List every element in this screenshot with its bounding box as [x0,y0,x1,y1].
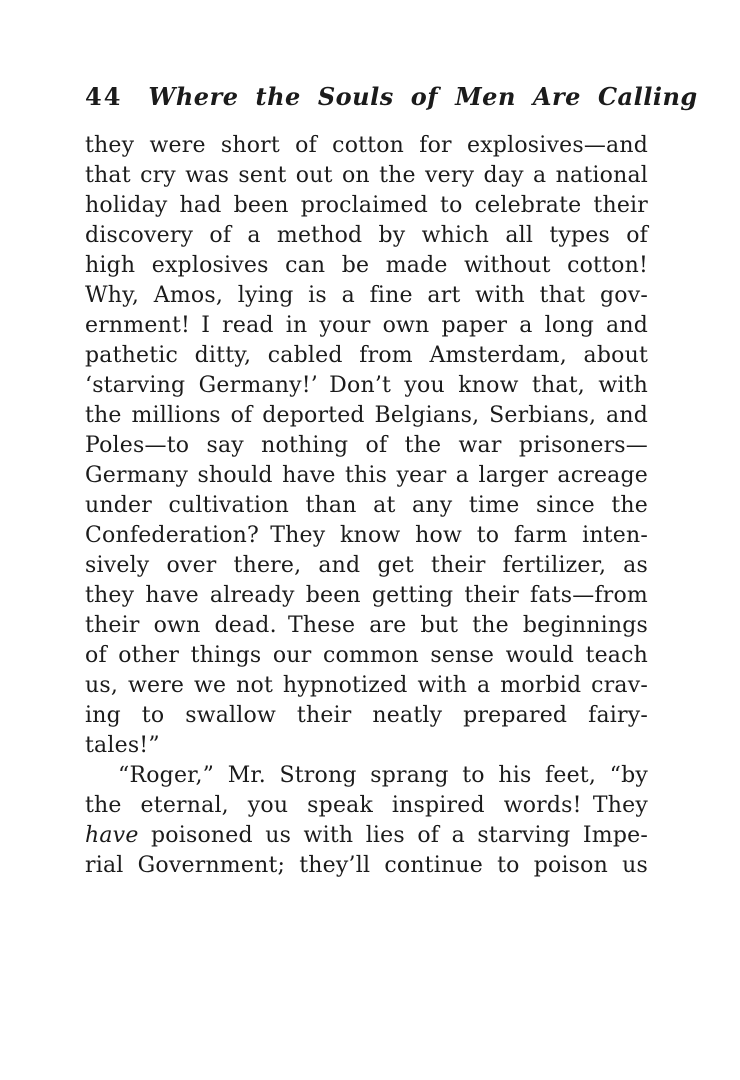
line-rest: poisoned us with lies of a starving Impe- [138,823,648,848]
text-line: Poles—to say nothing of the war prisoners— [85,433,648,458]
text-line: holiday had been proclaimed to celebrate their [85,193,648,218]
text-line: “Roger,” Mr. Strong sprang to his feet, “by [118,763,648,788]
body-text [85,131,648,881]
text-line: ‘starving Germany!’ Don’t you know that, with [85,373,648,398]
text-line: discovery of a method by which all types of [85,223,648,248]
running-head [85,82,698,112]
text-line: ing to swallow their neatly prepared fairy- [85,703,648,728]
text-line: Germany should have this year a larger acreage [85,463,648,488]
text-line: they were short of cotton for explosives—and [85,133,648,158]
page-content [85,82,698,881]
italic-word: have [85,823,139,848]
running-title: Where the Souls of Men Are Calling [148,82,698,111]
text-line: that cry was sent out on the very day a national [85,163,648,188]
text-line: the eternal, you speak inspired words! They [85,793,648,818]
text-line: Why, Amos, lying is a fine art with that gov- [85,283,648,308]
paragraph-2 [85,761,648,881]
text-line: pathetic ditty, cabled from Amsterdam, about [85,343,648,368]
text-line: under cultivation than at any time since the [85,493,648,518]
text-line: high explosives can be made without cotton! [85,253,648,278]
text-line: their own dead. These are but the beginnings [85,613,648,638]
text-line: Confederation? They know how to farm inten- [85,523,648,548]
text-line: ernment! I read in your own paper a long and [85,313,648,338]
text-line: us, were we not hypnotized with a morbid crav- [85,673,648,698]
text-line: tales!” [85,733,160,758]
text-line: sively over there, and get their fertilizer, as [85,553,648,578]
text-line: rial Government; they’ll continue to poison us [85,853,648,878]
text-line: of other things our common sense would teach [85,643,648,668]
page-number: 44 [85,82,123,111]
text-line [85,821,648,851]
text-line: they have already been getting their fats—from [85,583,648,608]
text-line: the millions of deported Belgians, Serbians, and [85,403,648,428]
paragraph-1 [85,131,648,761]
